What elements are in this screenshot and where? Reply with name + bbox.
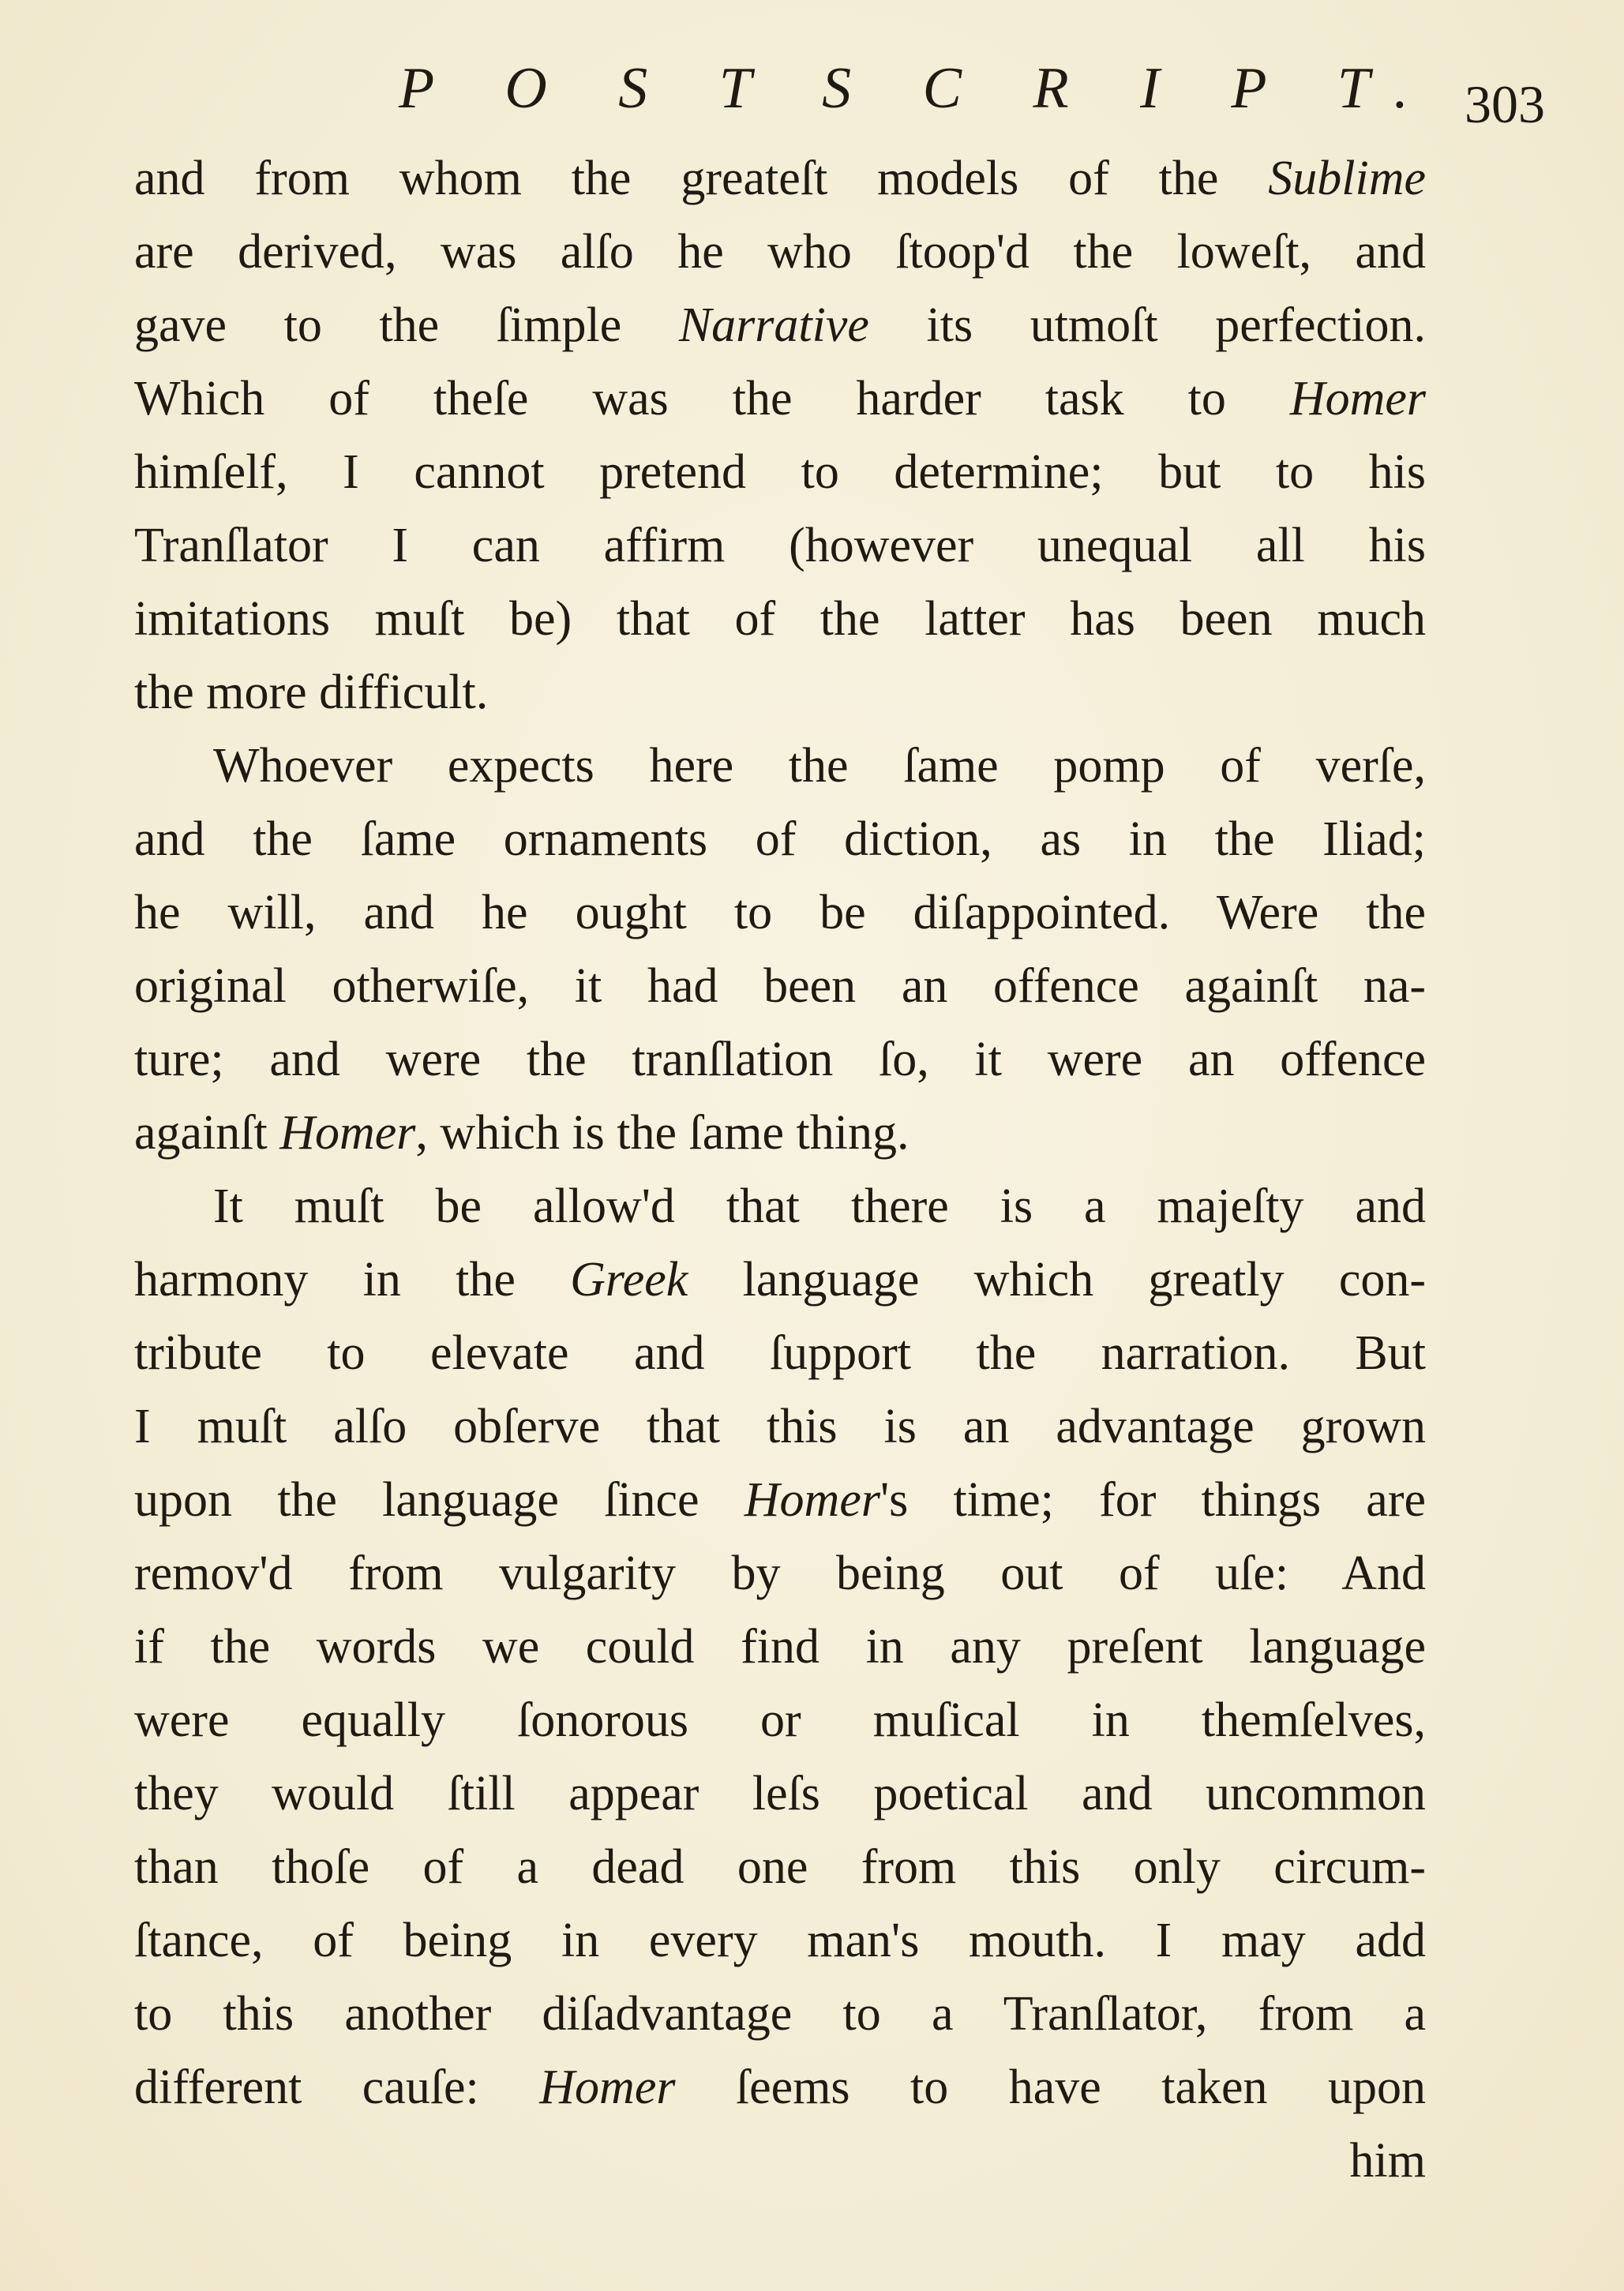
text-line: againſt Homer, which is the ſame thing. xyxy=(134,1106,910,1160)
running-head xyxy=(0,49,1624,134)
text-line: gave to the ſimple Narrative its utmoſt perfection. xyxy=(134,298,1426,352)
text-line: harmony in the Greek language which greatly con- xyxy=(134,1253,1426,1307)
text-line: ture; and were the tranſlation ſo, it were an offence xyxy=(134,1033,1426,1086)
text-line: if the words we could find in any preſent language xyxy=(134,1620,1426,1674)
text-line: upon the language ſince Homer's time; for things are xyxy=(134,1473,1426,1527)
catchword: him xyxy=(1349,2134,1426,2188)
text-line: Whoever expects here the ſame pomp of verſe, xyxy=(213,739,1426,793)
text-line: ſtance, of being in every man's mouth. I may add xyxy=(134,1914,1426,1967)
page-number: 303 xyxy=(1465,74,1545,134)
text-line: and the ſame ornaments of diction, as in the Iliad; xyxy=(134,812,1426,866)
text-line: I muſt alſo obſerve that this is an advantage grown xyxy=(134,1400,1426,1453)
text-line: the more difficult. xyxy=(134,666,489,719)
text-line: to this another diſadvantage to a Tranſlator, from a xyxy=(134,1987,1426,2041)
text-line: Tranſlator I can affirm (however unequal all his xyxy=(134,519,1426,572)
text-line: and from whom the greateſt models of the Sublime xyxy=(134,152,1426,205)
text-line: are derived, was alſo he who ſtoop'd the loweſt, and xyxy=(134,225,1426,279)
text-line: they would ſtill appear leſs poetical and uncommon xyxy=(134,1767,1426,1820)
text-line: he will, and he ought to be diſappointed. Were the xyxy=(134,886,1426,939)
text-line: different cauſe: Homer ſeems to have taken upon xyxy=(134,2060,1426,2114)
text-line: original otherwiſe, it had been an offence againſt na- xyxy=(134,959,1426,1013)
text-line: than thoſe of a dead one from this only circum- xyxy=(134,1840,1426,1894)
running-title: P O S T S C R I P T. xyxy=(399,56,1437,121)
body-text xyxy=(134,142,1426,2198)
text-line: imitations muſt be) that of the latter has been much xyxy=(134,592,1426,646)
text-line: Which of theſe was the harder task to Homer xyxy=(134,372,1426,426)
text-line: It muſt be allow'd that there is a majeſty and xyxy=(213,1179,1426,1233)
text-line: were equally ſonorous or muſical in themſelves, xyxy=(134,1693,1426,1747)
text-line: remov'd from vulgarity by being out of uſe: And xyxy=(134,1547,1426,1600)
text-line: tribute to elevate and ſupport the narration. But xyxy=(134,1326,1426,1380)
text-line: himſelf, I cannot pretend to determine; but to his xyxy=(134,445,1426,499)
